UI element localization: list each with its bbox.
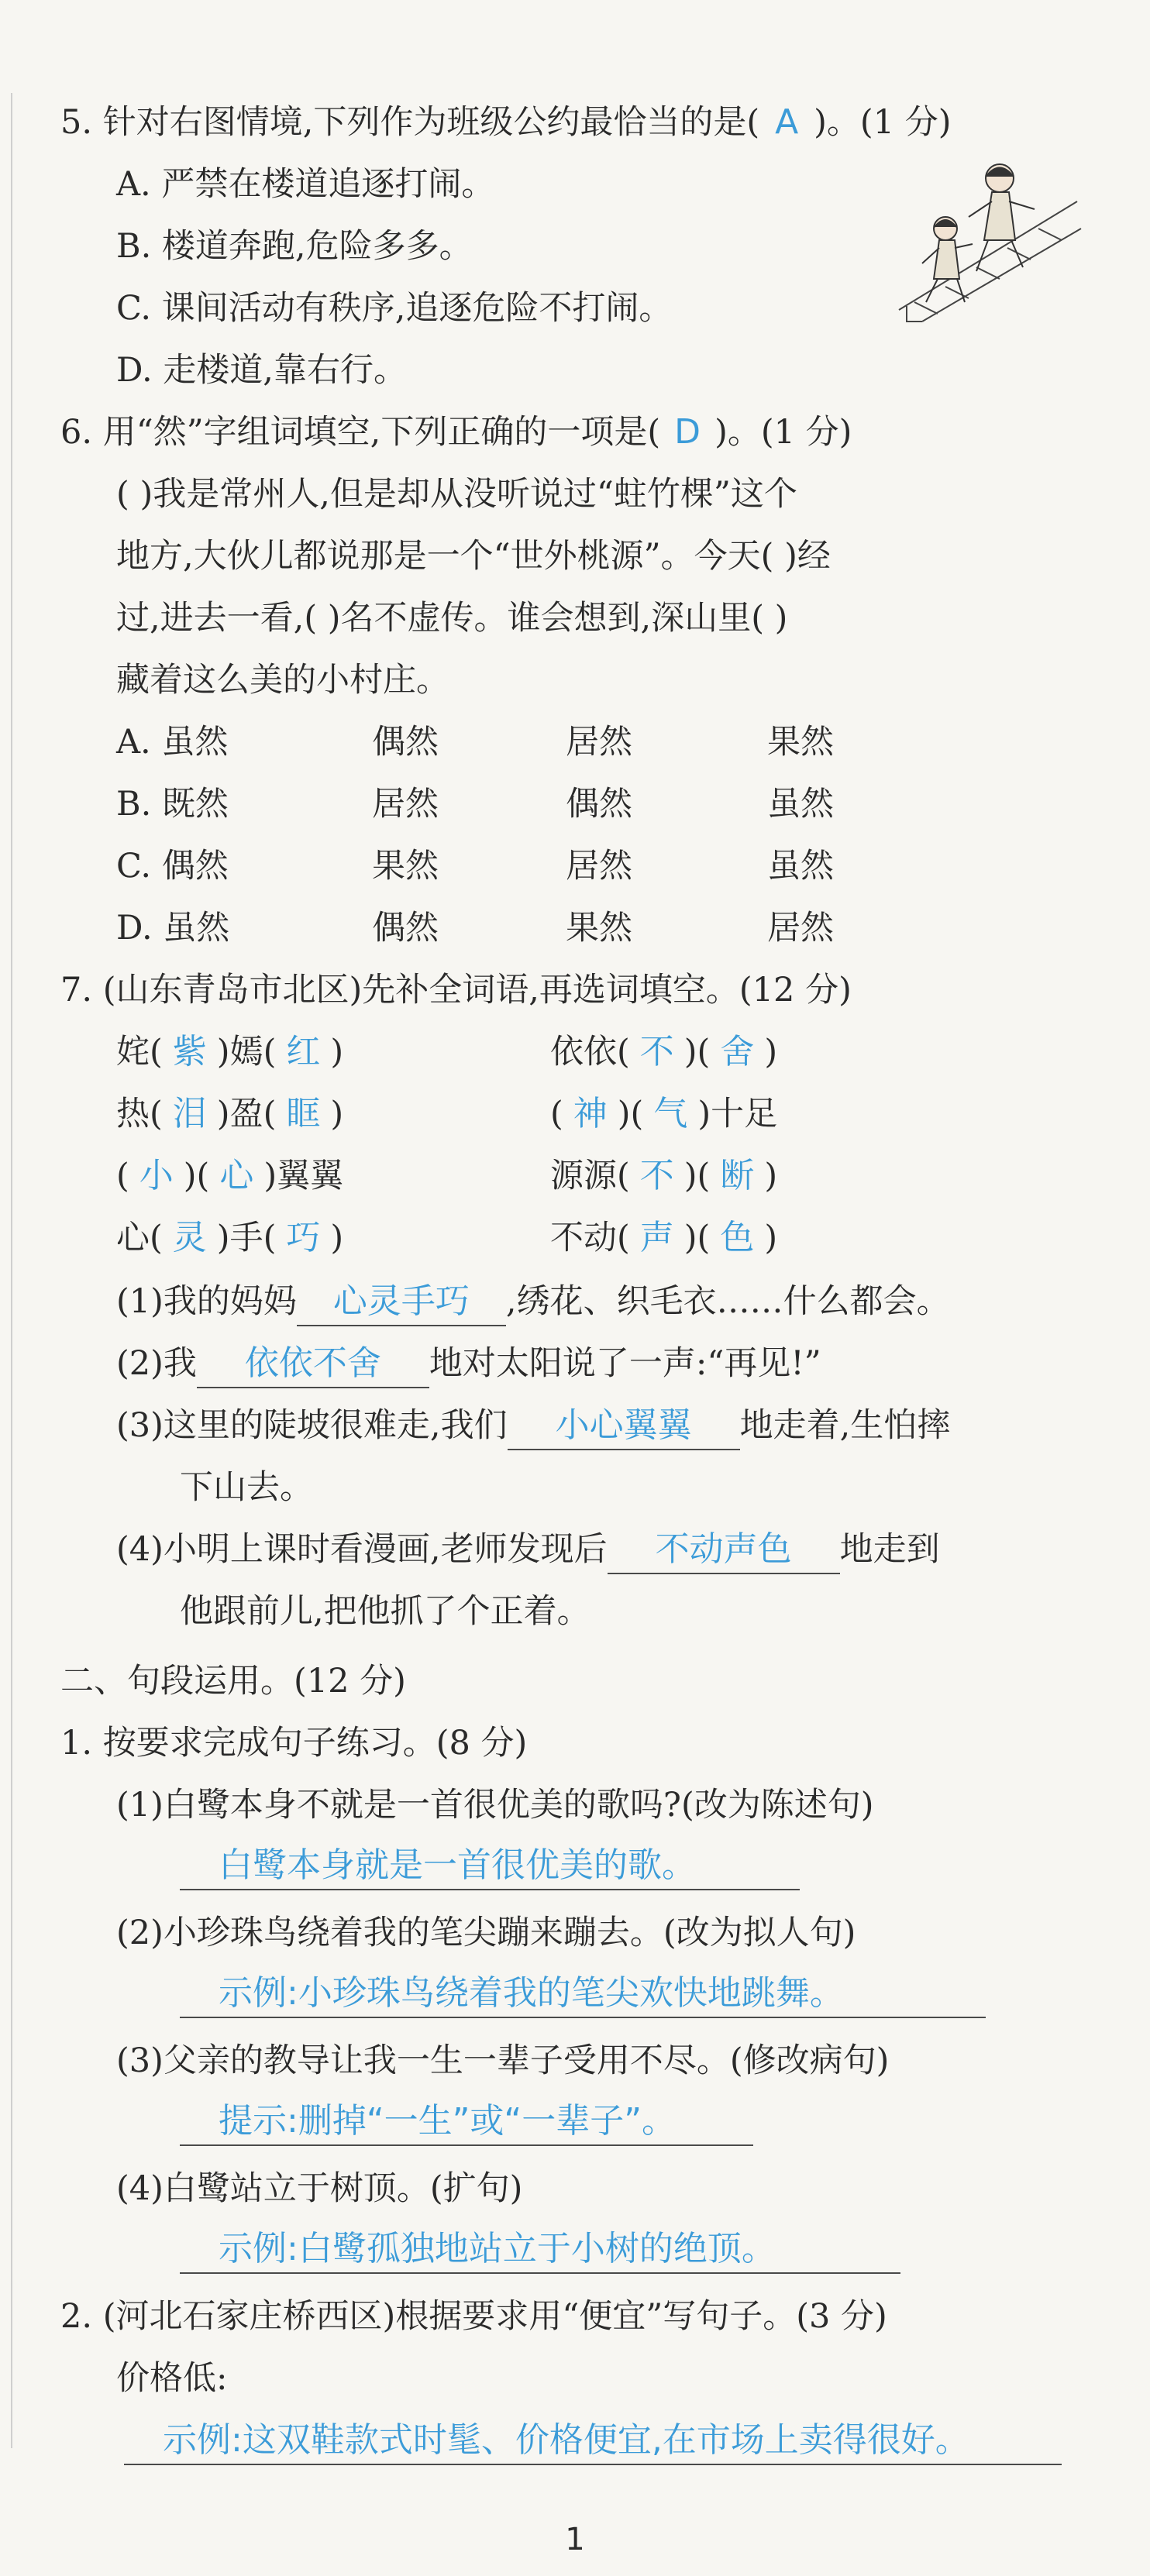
q7-sentence-1-answer: 心灵手巧 xyxy=(297,1278,506,1326)
q7-sentence-2 xyxy=(116,1340,821,1388)
q6-choice-a-word-3: 居然 xyxy=(566,723,632,762)
q6-choice-a-label: A. 虽然 xyxy=(116,723,229,762)
q6-stem-text: 6. 用“然”字组词填空,下列正确的一项是( xyxy=(60,413,661,452)
q6-choice-b-word-2: 居然 xyxy=(372,785,439,824)
q7-sentence-1-post: ,绣花、织毛衣……什么都会。 xyxy=(505,1282,950,1321)
q7-sentence-4 xyxy=(116,1526,940,1574)
s2-q1-answer-2: 示例:小珍珠鸟绕着我的笔尖欢快地跳舞。 xyxy=(180,1970,986,2018)
q7-word-7-char-c: 手 xyxy=(229,1219,263,1257)
margin-line xyxy=(11,93,12,2448)
q5-stem xyxy=(60,99,952,146)
q7-word-8-char-a: 不动 xyxy=(550,1219,617,1257)
q7-word-row-3: ( 小 )( 心 )翼翼 xyxy=(116,1153,343,1199)
q6-choice-d-word-4: 居然 xyxy=(767,909,834,948)
q5-option-b: B. 楼道奔跑,危险多多。 xyxy=(116,227,473,266)
q7-sentence-3-answer: 小心翼翼 xyxy=(508,1402,740,1450)
q7-word-3-char-a: 热 xyxy=(116,1095,150,1133)
q7-word-3-char-c: 盈 xyxy=(229,1095,263,1133)
q7-word-8-fill-c: 色 xyxy=(720,1218,755,1257)
q7-sentence-3-pre: (3)这里的陡坡很难走,我们 xyxy=(116,1406,508,1445)
q6-choice-b-label: B. 既然 xyxy=(116,785,229,824)
q7-sentence-3 xyxy=(116,1402,950,1450)
q6-passage-line-3: 过,进去一看,( )名不虚传。谁会想到,深山里( ) xyxy=(116,599,788,638)
q7-word-2-fill-c: 舍 xyxy=(720,1032,755,1071)
q7-word-7-char-a: 心 xyxy=(116,1219,150,1257)
q5-stem-text: 5. 针对右图情境,下列作为班级公约最恰当的是( xyxy=(60,103,760,142)
q6-choice-c-word-2: 果然 xyxy=(372,847,439,886)
q6-choice-b-word-4: 虽然 xyxy=(767,785,834,824)
q5-answer: A xyxy=(775,102,799,142)
q6-stem-score: )。(1 分) xyxy=(714,413,852,452)
q7-sentence-2-post: 地对太阳说了一声:“再见!” xyxy=(429,1344,821,1383)
q7-word-2-fill-b: 不 xyxy=(639,1032,674,1071)
q7-sentence-4-cont: 他跟前儿,把他抓了个正着。 xyxy=(180,1592,590,1631)
staircase-children-illustration xyxy=(891,155,1085,325)
q7-word-1-char-a: 姹 xyxy=(116,1033,150,1071)
q7-sentence-1 xyxy=(116,1278,950,1326)
q7-word-8-fill-b: 声 xyxy=(639,1218,674,1257)
q6-choice-d-word-2: 偶然 xyxy=(372,909,439,948)
q5-option-a: A. 严禁在楼道追逐打闹。 xyxy=(116,165,495,204)
q7-word-row-3-right: 源源( 不 )( 断 ) xyxy=(550,1153,777,1199)
q6-passage-line-4: 藏着这么美的小村庄。 xyxy=(116,661,449,700)
q7-word-7-fill-d: 巧 xyxy=(286,1218,321,1257)
q6-passage-line-2: 地方,大伙儿都说那是一个“世外桃源”。今天( )经 xyxy=(116,537,831,576)
q7-word-5-char-d: 翼翼 xyxy=(277,1157,344,1195)
q6-passage-line-1: ( )我是常州人,但是却从没听说过“蛀竹棵”这个 xyxy=(116,475,797,514)
q7-word-row-2: 热( 泪 )盈( 眶 ) xyxy=(116,1091,343,1137)
q6-choice-b-word-3: 偶然 xyxy=(566,785,632,824)
q7-sentence-4-pre: (4)小明上课时看漫画,老师发现后 xyxy=(116,1530,608,1569)
s2-q1-stem: 1. 按要求完成句子练习。(8 分) xyxy=(60,1724,528,1763)
q7-word-6-fill-b: 不 xyxy=(639,1156,674,1195)
q7-word-4-fill-b: 神 xyxy=(573,1094,608,1133)
q7-word-6-char-a: 源源 xyxy=(550,1157,617,1195)
q6-choice-d-word-3: 果然 xyxy=(566,909,632,948)
s2-q1-item-2: (2)小珍珠鸟绕着我的笔尖蹦来蹦去。(改为拟人句) xyxy=(116,1914,856,1952)
q5-option-d: D. 走楼道,靠右行。 xyxy=(116,351,407,390)
q7-word-row-4: 心( 灵 )手( 巧 ) xyxy=(116,1215,343,1261)
q7-word-5-fill-c: 心 xyxy=(219,1156,254,1195)
q7-sentence-3-post: 地走着,生怕摔 xyxy=(739,1406,951,1445)
q6-choice-b xyxy=(116,781,834,827)
s2-q1-answer-4: 示例:白鹭孤独地站立于小树的绝顶。 xyxy=(180,2226,900,2274)
q6-choice-a-word-2: 偶然 xyxy=(372,723,439,762)
q7-word-3-fill-b: 泪 xyxy=(172,1094,207,1133)
q7-sentence-2-pre: (2)我 xyxy=(116,1344,197,1383)
q7-stem: 7. (山东青岛市北区)先补全词语,再选词填空。(12 分) xyxy=(60,971,852,1009)
q7-sentence-4-post: 地走到 xyxy=(839,1530,940,1569)
q6-choice-c-label: C. 偶然 xyxy=(116,847,229,886)
s2-q2-sub: 价格低: xyxy=(116,2359,228,2398)
q7-word-6-fill-c: 断 xyxy=(720,1156,755,1195)
q7-word-1-fill-d: 红 xyxy=(286,1032,321,1071)
q7-word-4-char-d: 十足 xyxy=(711,1095,778,1133)
q5-option-c: C. 课间活动有秩序,追逐危险不打闹。 xyxy=(116,289,673,328)
s2-q2-stem: 2. (河北石家庄桥西区)根据要求用“便宜”写句子。(3 分) xyxy=(60,2297,887,2336)
s2-q1-item-4: (4)白鹭站立于树顶。(扩句) xyxy=(116,2169,523,2208)
q7-word-7-fill-b: 灵 xyxy=(172,1218,207,1257)
q7-word-row-4-right: 不动( 声 )( 色 ) xyxy=(550,1215,777,1261)
q6-stem xyxy=(60,409,852,456)
q6-choice-c-word-3: 居然 xyxy=(566,847,632,886)
q7-sentence-1-pre: (1)我的妈妈 xyxy=(116,1282,297,1321)
q7-word-row-2-right: ( 神 )( 气 )十足 xyxy=(550,1091,777,1137)
q6-choice-d-label: D. 虽然 xyxy=(116,909,230,948)
s2-q1-answer-1: 白鹭本身就是一首很优美的歌。 xyxy=(180,1842,800,1890)
q7-word-2-char-a: 依依 xyxy=(550,1033,617,1071)
s2-q2-answer: 示例:这双鞋款式时髦、价格便宜,在市场上卖得很好。 xyxy=(124,2417,1062,2465)
q6-choice-d xyxy=(116,905,834,951)
section-2-title: 二、句段运用。(12 分) xyxy=(60,1662,406,1701)
q6-answer: D xyxy=(674,412,701,452)
q7-word-5-fill-b: 小 xyxy=(139,1156,174,1195)
q7-sentence-3-cont: 下山去。 xyxy=(180,1468,313,1507)
q6-choice-c xyxy=(116,843,834,889)
page-number: 1 xyxy=(565,2522,585,2557)
q7-sentence-4-answer: 不动声色 xyxy=(608,1526,840,1574)
q6-choice-c-word-4: 虽然 xyxy=(767,847,834,886)
q7-word-1-char-c: 嫣 xyxy=(229,1033,263,1071)
s2-q1-item-3: (3)父亲的教导让我一生一辈子受用不尽。(修改病句) xyxy=(116,2041,890,2080)
q7-sentence-2-answer: 依依不舍 xyxy=(197,1340,429,1388)
s2-q1-item-1: (1)白鹭本身不就是一首很优美的歌吗?(改为陈述句) xyxy=(116,1786,874,1825)
q5-stem-score: )。(1 分) xyxy=(814,103,952,142)
q7-word-3-fill-d: 眶 xyxy=(286,1094,321,1133)
q6-choice-a-word-4: 果然 xyxy=(767,723,834,762)
q6-choice-a xyxy=(116,719,834,765)
q7-word-row-1-right: 依依( 不 )( 舍 ) xyxy=(550,1029,777,1075)
q7-word-row-1: 姹( 紫 )嫣( 红 ) xyxy=(116,1029,343,1075)
q7-word-1-fill-b: 紫 xyxy=(172,1032,207,1071)
s2-q1-answer-3: 提示:删掉“一生”或“一辈子”。 xyxy=(180,2098,753,2146)
q7-word-4-fill-c: 气 xyxy=(653,1094,688,1133)
